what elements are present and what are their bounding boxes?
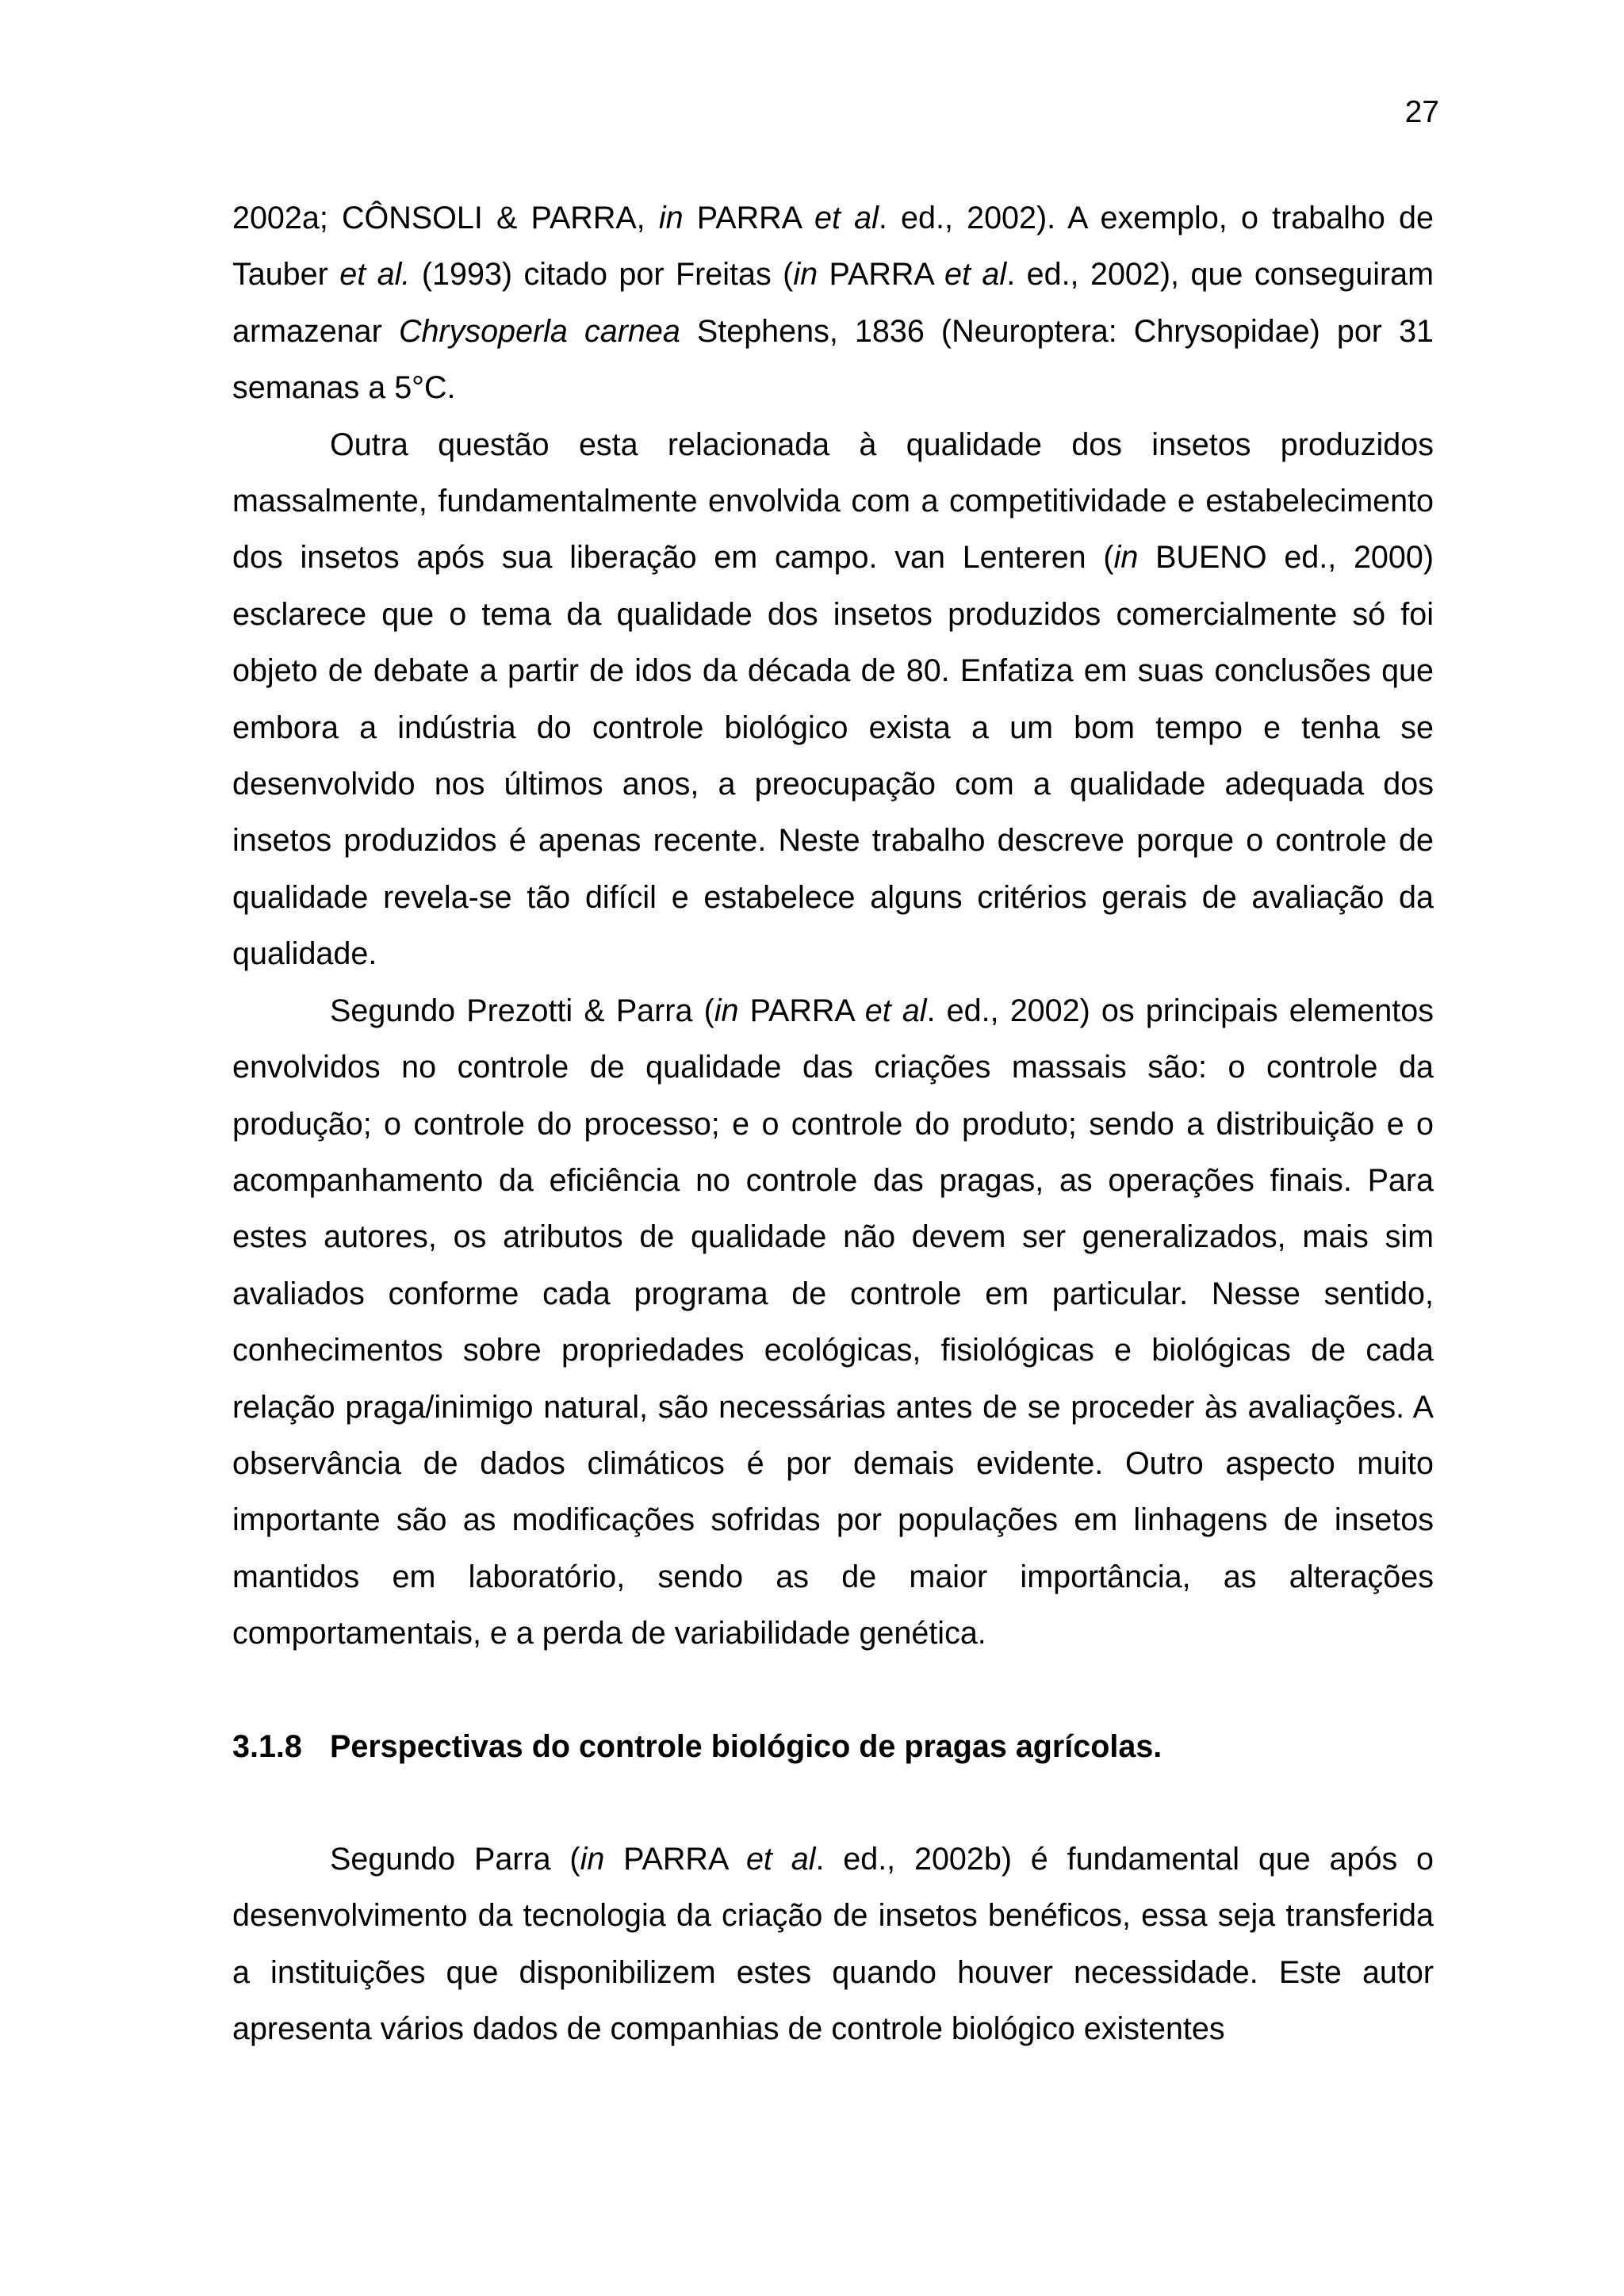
italic-text: in xyxy=(580,1841,605,1877)
italic-text: et al xyxy=(944,257,1007,293)
section-title: Perspectivas do controle biológico de pragas agrícolas. xyxy=(330,1728,1162,1764)
text-run: PARRA xyxy=(683,201,814,235)
text-run: Outra questão esta relacionada à qualidade dos insetos produzidos massalmente, fundamentalmente envolvida com a competitividade e estabelecimento dos insetos após sua liberação em campo. van Lenteren ( xyxy=(232,427,1434,576)
italic-text: et al. xyxy=(339,257,411,293)
italic-text: in xyxy=(658,201,684,235)
text-run: PARRA xyxy=(604,1841,746,1877)
italic-text: et al xyxy=(864,993,927,1028)
paragraph-perspectives xyxy=(232,1831,1434,2058)
page-number: 27 xyxy=(1404,95,1439,129)
text-run: . ed., 2002), que conseguiram armazenar xyxy=(232,257,1434,349)
italic-text: in xyxy=(1113,540,1139,576)
text-run: BUENO ed., 2000) esclarece que o tema da qualidade dos insetos produzidos comercialmente só foi objeto de debate a partir de idos da década de 80. Enfatiza em suas conclusões que embora a indústria do controle biológico exista a um bom tempo e tenha se desenvolvido nos últimos anos, a preocupação com a qualidade adequada dos insetos produzidos é apenas recente. Neste trabalho descreve porque o controle de qualidade revela-se tão difícil e estabelece alguns critérios gerais de avaliação da qualidade. xyxy=(232,540,1434,972)
text-run: PARRA xyxy=(818,257,945,293)
text-run: . ed., 2002) os principais elementos envolvidos no controle de qualidade das criações massais são: o controle da produção; o controle do processo; e o controle do produto; sendo a distribuição e o acompanhamento da eficiência no controle das pragas, as operações finais. Para estes autores, os atributos de qualidade não devem ser generalizados, mais sim avaliados conforme cada programa de controle em particular. Nesse sentido, conhecimentos sobre propriedades ecológicas, fisiológicas e biológicas de cada relação praga/inimigo natural, são necessárias antes de se proceder às avaliações. A observância de dados climáticos é por demais evidente. Outro aspecto muito importante são as modificações sofridas por populações em linhagens de insetos mantidos em laboratório, sendo as de maior importância, as alterações comportamentais, e a perda de variabilidade genética. xyxy=(232,993,1434,1651)
text-run: . ed., 2002). A exemplo, o trabalho de Tauber xyxy=(232,201,1434,293)
section-number: 3.1.8 xyxy=(232,1728,302,1764)
paragraph-continuation xyxy=(232,190,1434,417)
text-run: Segundo Parra ( xyxy=(330,1841,580,1877)
italic-text: in xyxy=(793,257,818,293)
paragraph-quality-control xyxy=(232,983,1434,1663)
text-run: . ed., 2002b) é fundamental que após o desenvolvimento da tecnologia da criação de insetos benéficos, essa seja transferida a instituições que disponibilizem estes quando houver necessidade. Este autor apresenta vários dados de companhias de controle biológico existentes xyxy=(232,1841,1434,2047)
italic-text: et al xyxy=(745,1841,816,1877)
text-run: (1993) citado por Freitas ( xyxy=(410,257,794,293)
text-run: Stephens, 1836 (Neuroptera: Chrysopidae) por 31 semanas a 5°C. xyxy=(232,313,1434,406)
document-body xyxy=(232,190,1434,2058)
section-heading xyxy=(232,1719,1434,1775)
text-run: Segundo Prezotti & Parra ( xyxy=(330,993,714,1028)
italic-text: in xyxy=(714,993,739,1028)
italic-text: et al xyxy=(814,201,879,235)
italic-text: Chrysoperla carnea xyxy=(398,313,680,349)
paragraph-quality xyxy=(232,417,1434,983)
text-run: PARRA xyxy=(738,993,865,1028)
text-run: 2002a; CÔNSOLI & PARRA, xyxy=(232,201,659,235)
